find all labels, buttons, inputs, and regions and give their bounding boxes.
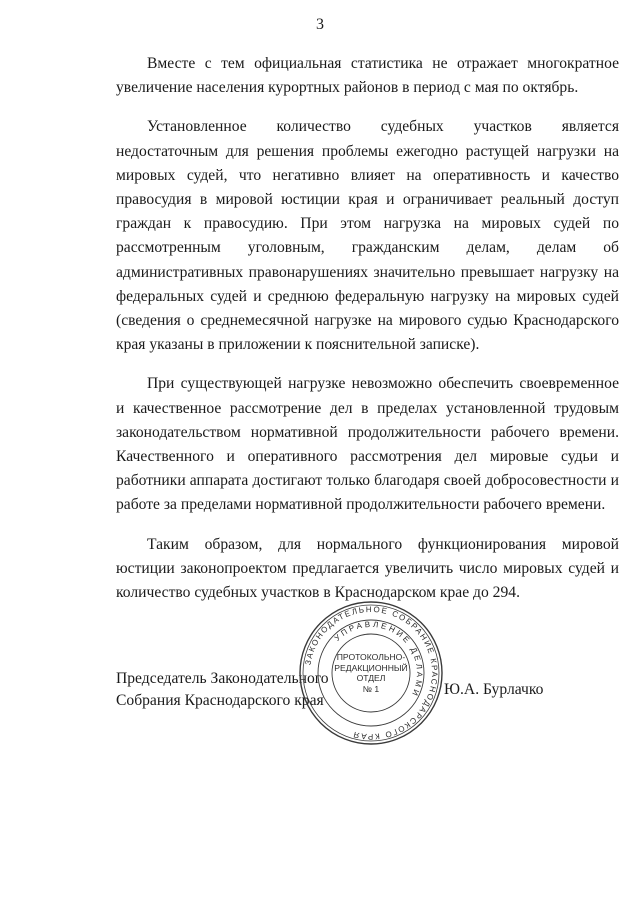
seal-inner-text: УПРАВЛЕНИЕ ДЕЛАМИ — [332, 619, 425, 700]
signatory-title — [116, 668, 329, 712]
official-seal — [298, 600, 444, 746]
paragraph-3: При существующей нагрузке невозможно обеспечить своевременное и качественное рассмотрение дел в пределах установленной трудовым законодательством нормативной продолжительности рабочего времени. Качественного и оперативного рассмотрения дел мировые судьи и работники аппарата достигают только благодаря своей добросовестности и работе за пределами нормативной продолжительности рабочего времени. — [116, 375, 619, 514]
seal-center-line-4: № 1 — [362, 683, 380, 694]
document-body — [116, 52, 619, 620]
seal-center — [298, 600, 444, 746]
seal-center-line-3: ОТДЕЛ — [356, 673, 386, 683]
paragraph-4: Таким образом, для нормального функционирования мировой юстиции законопроектом предлагается увеличить число мировых судей и количество судебных участков в Краснодарском крае до 294. — [116, 535, 619, 602]
page-number: 3 — [316, 16, 324, 33]
seal-center-line-1: ПРОТОКОЛЬНО- — [336, 652, 406, 662]
seal-center-line-2: РЕДАКЦИОННЫЙ — [334, 662, 408, 673]
signatory-title-line-2: Собрания Краснодарского края — [116, 692, 324, 709]
paragraph-2: Установленное количество судебных участков является недостаточным для решения проблемы ежегодно растущей нагрузки на мировых судей, что негативно влияет на оперативность и качество правосудия в мировой юстиции края и ограничивает реальный доступ граждан к правосудию. При этом нагрузка на мировых судей по рассмотренным уголовным, гражданским делам, делам об административных правонарушениях значительно превышает нагрузку на федеральных судей и среднюю федеральную нагрузку на мировых судей (сведения о среднемесячной нагрузке на мирового судью Краснодарского края указаны в приложении к пояснительной записке). — [116, 118, 619, 354]
paragraph-1: Вместе с тем официальная статистика не отражает многократное увеличение населения курортных районов в период с мая по октябрь. — [116, 55, 619, 97]
signatory-name: Ю.А. Бурлачко — [444, 681, 544, 698]
signatory-title-line-1: Председатель Законодательного — [116, 670, 329, 687]
seal-outer-text: ЗАКОНОДАТЕЛЬНОЕ СОБРАНИЕ КРАСНОДАРСКОГО КРАЯ — [303, 604, 440, 742]
